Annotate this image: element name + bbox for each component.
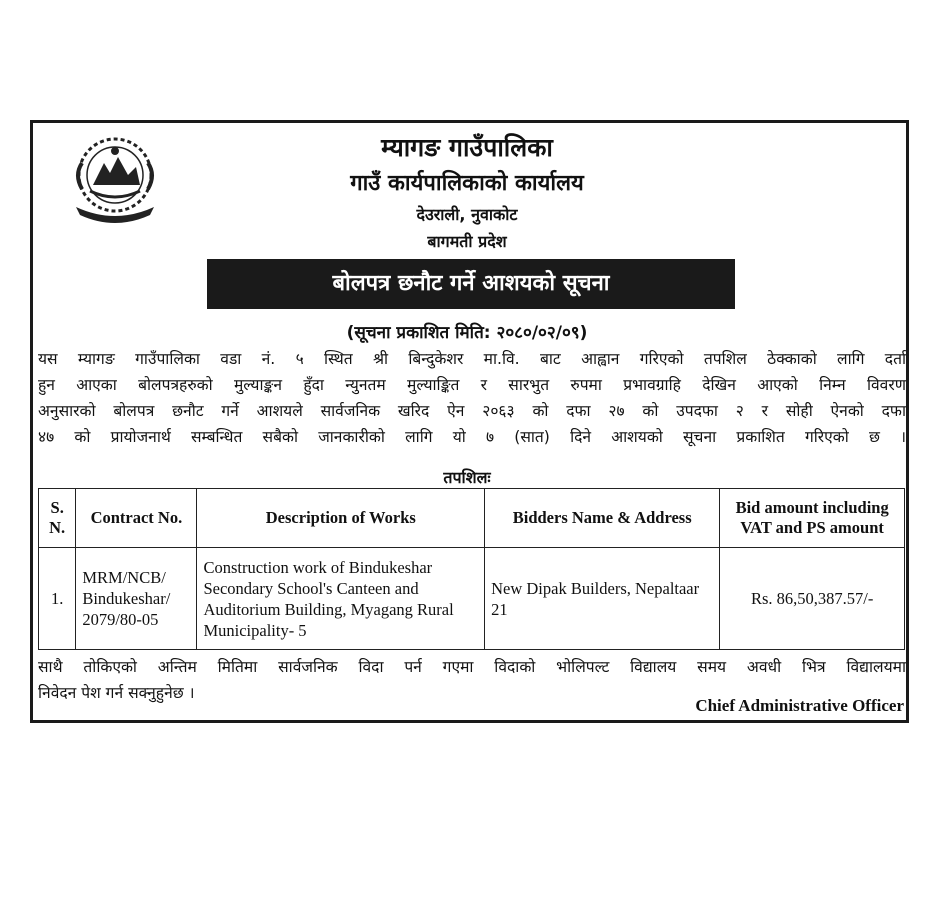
publish-date: (सूचना प्रकाशित मिति: २०८०/०२/०९) [346,323,588,343]
body-line: अनुसारको बोलपत्र छनौट गर्ने आशयले सार्वजनिक खरिद ऐन २०६३ को दफा २७ को उपदफा २ र सोही ऐनको दफा [38,402,906,420]
cell-description: Construction work of Bindukeshar Secondary School's Canteen and Auditorium Building, Myagang Rural Municipality- 5 [197,548,485,650]
table-header-row [39,489,905,548]
office-name: गाउँ कार्यपालिकाको कार्यालय [350,171,584,196]
notice-title-banner: बोलपत्र छनौट गर्ने आशयको सूचना [207,259,735,309]
municipality-name: म्यागङ गाउँपालिका [381,133,553,162]
table-row [39,548,905,650]
province-name: बागमती प्रदेश [427,232,507,251]
cell-bidder: New Dipak Builders, Nepaltaar 21 [485,548,720,650]
header-sn: S. N. [39,489,76,548]
footer-line: साथै तोकिएको अन्तिम मितिमा सार्वजनिक विदा पर्न गएमा विदाको भोलिपल्ट विद्यालय समय अवधी भित्र विद्यालयमा [38,658,906,676]
footer-line: निवेदन पेश गर्न सक्नुहुनेछ । [38,684,195,702]
header-bid-amount: Bid amount including VAT and PS amount [720,489,905,548]
signatory: Chief Administrative Officer [695,696,904,715]
office-location: देउराली, नुवाकोट [416,205,518,224]
cell-contract-no: MRM/NCB/ Bindukeshar/ 2079/80-05 [76,548,197,650]
body-line: हुन आएका बोलपत्रहरुको मुल्याङ्कन हुँदा न्युनतम मुल्याङ्कित र सारभुत रुपमा प्रभावग्राहि देखिन आएको निम्न विवरण [38,376,906,394]
header-contract-no: Contract No. [76,489,197,548]
cell-sn: 1. [39,548,76,650]
body-line: यस म्यागङ गाउँपालिका वडा नं. ५ स्थित श्री बिन्दुकेशर मा.वि. बाट आह्वान गरिएको तपशिल ठेक्काको लागि दर्ता [38,350,906,368]
cell-bid-amount: Rs. 86,50,387.57/- [720,548,905,650]
body-line: ४७ को प्रायोजनार्थ सम्बन्धित सबैको जानकारीको लागि यो ७ (सात) दिने आशयको सूचना प्रकाशित गरिएको छ । [38,428,906,446]
header-description: Description of Works [197,489,485,548]
details-heading: तपशिलः [443,468,491,487]
header-bidder: Bidders Name & Address [485,489,720,548]
notice-body [38,346,906,450]
works-table [38,488,905,650]
